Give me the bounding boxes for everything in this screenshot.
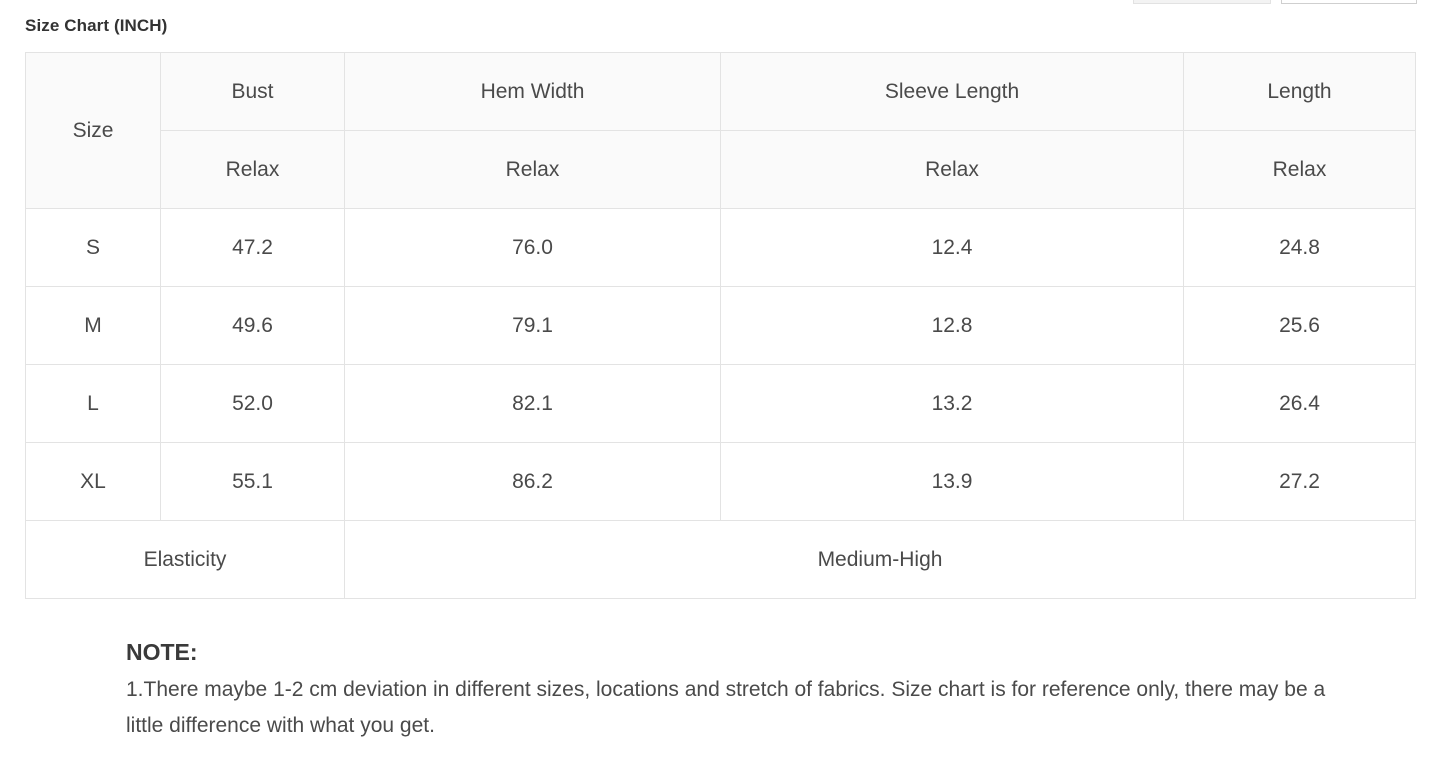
note-block [126,639,1326,743]
header-hem-width: Hem Width [345,53,721,131]
table-row [26,209,1416,287]
cell-sleeve-length: 13.9 [721,443,1184,521]
cell-sleeve-length: 12.8 [721,287,1184,365]
header-length: Length [1184,53,1416,131]
cell-bust: 52.0 [161,365,345,443]
cell-hem-width: 86.2 [345,443,721,521]
cell-hem-width: 79.1 [345,287,721,365]
elasticity-row [26,521,1416,599]
row-size-label: L [26,365,161,443]
note-title: NOTE: [126,639,198,665]
table-header-row [26,53,1416,131]
cell-length: 27.2 [1184,443,1416,521]
table-subheader-row [26,131,1416,209]
page-title: Size Chart (INCH) [25,16,168,35]
cell-hem-width: 82.1 [345,365,721,443]
subheader-hem-width-fit: Relax [345,131,721,209]
subheader-length-fit: Relax [1184,131,1416,209]
row-size-label: S [26,209,161,287]
size-chart-table [25,52,1416,599]
cell-bust: 55.1 [161,443,345,521]
cell-hem-width: 76.0 [345,209,721,287]
cell-length: 25.6 [1184,287,1416,365]
cell-length: 24.8 [1184,209,1416,287]
elasticity-label: Elasticity [26,521,345,599]
cell-sleeve-length: 12.4 [721,209,1184,287]
header-sleeve-length: Sleeve Length [721,53,1184,131]
table-row [26,443,1416,521]
elasticity-value: Medium-High [345,521,1416,599]
top-partial-chip-right [1281,0,1417,4]
header-bust: Bust [161,53,345,131]
note-text: 1.There maybe 1-2 cm deviation in different sizes, locations and stretch of fabrics. Size chart is for reference only, there may be a little difference with what you get. [126,678,1326,737]
top-partial-strip [0,0,1445,4]
row-size-label: M [26,287,161,365]
table-row [26,287,1416,365]
table-row [26,365,1416,443]
cell-bust: 47.2 [161,209,345,287]
subheader-sleeve-length-fit: Relax [721,131,1184,209]
cell-bust: 49.6 [161,287,345,365]
cell-length: 26.4 [1184,365,1416,443]
top-partial-chip-left [1133,0,1271,4]
cell-sleeve-length: 13.2 [721,365,1184,443]
header-size: Size [26,53,161,209]
row-size-label: XL [26,443,161,521]
subheader-bust-fit: Relax [161,131,345,209]
